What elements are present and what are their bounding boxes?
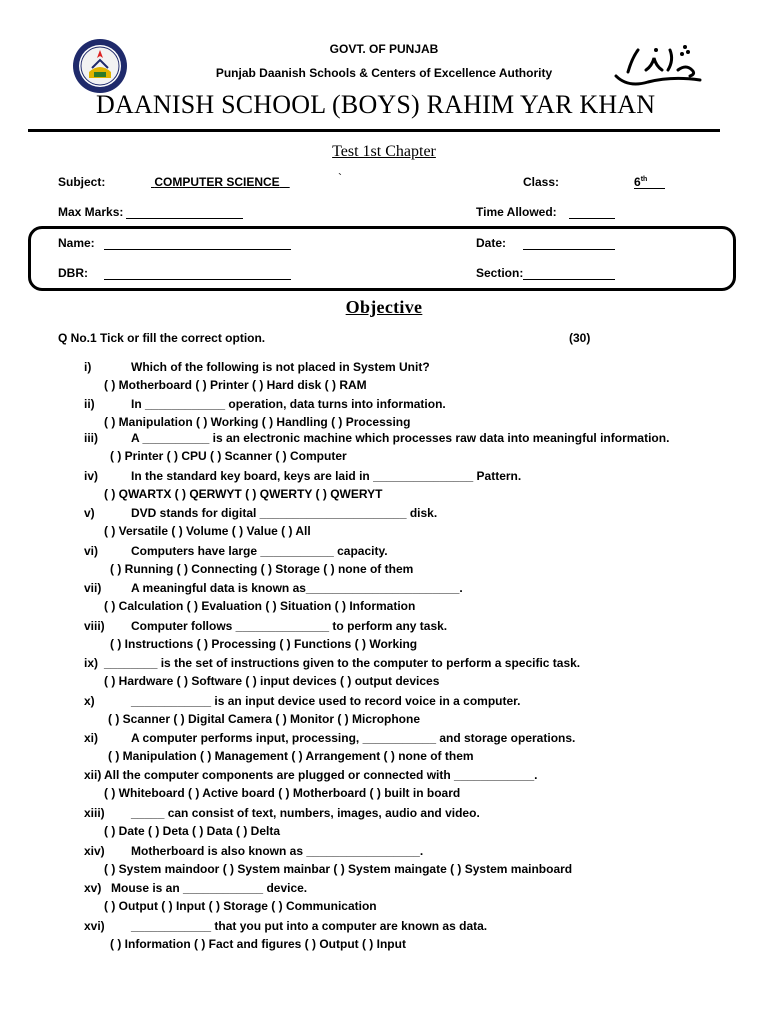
section-blank[interactable] xyxy=(523,279,615,280)
time-allowed-label: Time Allowed: xyxy=(476,205,557,219)
question-number: iv) xyxy=(84,469,99,483)
question-number: iii) xyxy=(84,431,98,445)
q1-heading: Q No.1 Tick or fill the correct option. xyxy=(58,331,266,345)
question-options[interactable]: ( ) Manipulation ( ) Working ( ) Handling ( ) Processing xyxy=(104,415,411,429)
question-number: xvi) xyxy=(84,919,105,933)
question-options[interactable]: ( ) Information ( ) Fact and figures ( ) Output ( ) Input xyxy=(110,937,406,951)
question-text: Motherboard is also known as _________________. xyxy=(131,844,424,858)
question-number: xv) xyxy=(84,881,102,895)
section-label: Section: xyxy=(476,266,524,280)
class-underline xyxy=(634,188,665,189)
question-options[interactable]: ( ) Versatile ( ) Volume ( ) Value ( ) All xyxy=(104,524,311,538)
question-text: In the standard key board, keys are laid in _______________ Pattern. xyxy=(131,469,522,483)
subject-label: Subject: xyxy=(58,175,106,189)
class-value: 6th xyxy=(634,175,648,189)
class-label: Class: xyxy=(523,175,560,189)
question-number: xi) xyxy=(84,731,99,745)
question-text: A computer performs input, processing, ___________ and storage operations. xyxy=(131,731,576,745)
question-number: v) xyxy=(84,506,95,520)
question-text: A meaningful data is known as_______________________. xyxy=(131,581,463,595)
question-number: vi) xyxy=(84,544,99,558)
question-options[interactable]: ( ) Output ( ) Input ( ) Storage ( ) Communication xyxy=(104,899,377,913)
question-text: Computers have large ___________ capacity. xyxy=(131,544,388,558)
govt-title: GOVT. OF PUNJAB xyxy=(329,42,439,56)
header-divider xyxy=(28,129,720,132)
question-options[interactable]: ( ) Date ( ) Deta ( ) Data ( ) Delta xyxy=(104,824,281,838)
question-number: x) xyxy=(84,694,95,708)
objective-heading: Objective xyxy=(345,297,423,317)
name-label: Name: xyxy=(58,236,95,250)
authority-title: Punjab Daanish Schools & Centers of Excellence Authority xyxy=(215,66,553,80)
question-options[interactable]: ( ) Hardware ( ) Software ( ) input devices ( ) output devices xyxy=(104,674,440,688)
question-number: xii) xyxy=(84,768,102,782)
test-title: Test 1st Chapter xyxy=(332,143,436,160)
date-blank[interactable] xyxy=(523,249,615,250)
time-allowed-blank[interactable] xyxy=(569,218,615,219)
question-number: ii) xyxy=(84,397,95,411)
question-text: DVD stands for digital ______________________ disk. xyxy=(131,506,438,520)
question-options[interactable]: ( ) Manipulation ( ) Management ( ) Arrangement ( ) none of them xyxy=(108,749,474,763)
student-info-box xyxy=(28,226,736,291)
question-text: ________ is the set of instructions given to the computer to perform a specific task. xyxy=(104,656,581,670)
question-options[interactable]: ( ) Scanner ( ) Digital Camera ( ) Monitor ( ) Microphone xyxy=(108,712,421,726)
question-text: All the computer components are plugged or connected with ____________. xyxy=(104,768,538,782)
question-options[interactable]: ( ) System maindoor ( ) System mainbar ( ) System maingate ( ) System mainboard xyxy=(104,862,573,876)
question-options[interactable]: ( ) Motherboard ( ) Printer ( ) Hard disk ( ) RAM xyxy=(104,378,367,392)
question-text: Computer follows ______________ to perform any task. xyxy=(131,619,448,633)
question-options[interactable]: ( ) Printer ( ) CPU ( ) Scanner ( ) Computer xyxy=(110,449,347,463)
dbr-label: DBR: xyxy=(58,266,88,280)
question-text: _____ can consist of text, numbers, images, audio and video. xyxy=(131,806,480,820)
name-blank[interactable] xyxy=(104,249,291,250)
question-options[interactable]: ( ) Calculation ( ) Evaluation ( ) Situation ( ) Information xyxy=(104,599,416,613)
question-number: ix) xyxy=(84,656,99,670)
question-number: i) xyxy=(84,360,92,374)
question-text: ____________ is an input device used to record voice in a computer. xyxy=(131,694,521,708)
subject-value: COMPUTER SCIENCE xyxy=(154,175,280,189)
question-options[interactable]: ( ) QWARTX ( ) QERWYT ( ) QWERTY ( ) QWERYT xyxy=(104,487,383,501)
question-number: viii) xyxy=(84,619,105,633)
q1-marks: (30) xyxy=(569,331,591,345)
question-number: xiii) xyxy=(84,806,105,820)
stray-tick-mark: ` xyxy=(338,171,342,185)
question-text: In ____________ operation, data turns into information. xyxy=(131,397,446,411)
question-options[interactable]: ( ) Instructions ( ) Processing ( ) Functions ( ) Working xyxy=(110,637,418,651)
max-marks-blank[interactable] xyxy=(126,218,243,219)
dbr-blank[interactable] xyxy=(104,279,291,280)
question-text: ____________ that you put into a computer are known as data. xyxy=(131,919,488,933)
question-text: A __________ is an electronic machine which processes raw data into meaningful information. xyxy=(131,431,670,445)
question-options[interactable]: ( ) Whiteboard ( ) Active board ( ) Motherboard ( ) built in board xyxy=(104,786,461,800)
question-number: xiv) xyxy=(84,844,105,858)
question-number: vii) xyxy=(84,581,102,595)
date-label: Date: xyxy=(476,236,507,250)
question-text: Mouse is an ____________ device. xyxy=(111,881,308,895)
school-title: DAANISH SCHOOL (BOYS) RAHIM YAR KHAN xyxy=(96,90,656,119)
question-options[interactable]: ( ) Running ( ) Connecting ( ) Storage ( ) none of them xyxy=(110,562,414,576)
max-marks-label: Max Marks: xyxy=(58,205,124,219)
question-text: Which of the following is not placed in System Unit? xyxy=(131,360,430,374)
